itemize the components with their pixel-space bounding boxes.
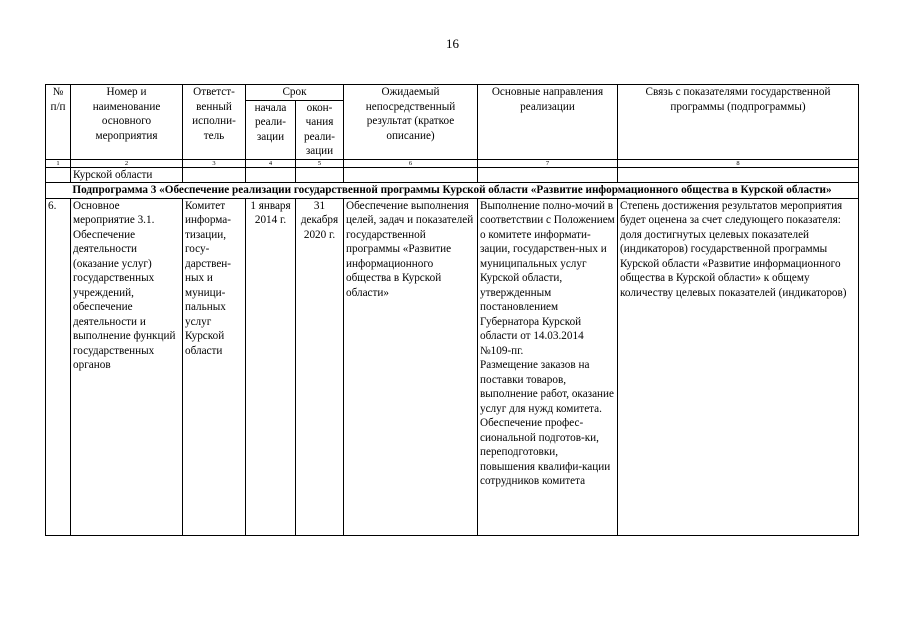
header-indicators: Связь с показателями государственной программы (подпрограммы) bbox=[618, 85, 859, 160]
expected-result: Обеспечение выполнения целей, задач и показателей государственной программы «Развитие информационного общества в Курской области» bbox=[344, 198, 478, 535]
end-date: 31 декабря 2020 г. bbox=[296, 198, 344, 535]
header-name: Номер и наименование основного мероприятия bbox=[71, 85, 183, 160]
directions-cell bbox=[478, 198, 618, 535]
column-number: 2 bbox=[71, 159, 183, 167]
header-end: окон-чания реали-зации bbox=[296, 100, 344, 159]
table-row bbox=[46, 198, 859, 535]
header-directions: Основные направления реализации bbox=[478, 85, 618, 160]
measures-table bbox=[45, 84, 859, 536]
direction-item: Обеспечение профес-сиональной подготов-ки, переподготовки, повышения квалифи-кации сотрудников комитета bbox=[480, 417, 611, 487]
measure-name: Основное мероприятие 3.1. Обеспечение деятельности (оказание услуг) государственных учреждений, обеспечение деятельности и выполнение функций государственных органов bbox=[71, 198, 183, 535]
column-number: 3 bbox=[183, 159, 246, 167]
continuation-text: Курской области bbox=[71, 167, 183, 183]
subprogram-row bbox=[46, 183, 859, 199]
column-number: 5 bbox=[296, 159, 344, 167]
header-num: № п/п bbox=[46, 85, 71, 160]
column-number: 7 bbox=[478, 159, 618, 167]
column-number-row bbox=[46, 159, 859, 167]
start-date: 1 января 2014 г. bbox=[246, 198, 296, 535]
row-number: 6. bbox=[46, 198, 71, 535]
direction-item: Выполнение полно-мочий в соответствии с Положением о комитете информати-зации, государствен-ных и муниципальных услуг Курской области, утвержденным постановлением Губернатора Курской области от 14.03.2014 №109-пг. bbox=[480, 199, 615, 357]
column-number: 1 bbox=[46, 159, 71, 167]
header-start: начала реали-зации bbox=[246, 100, 296, 159]
header-result: Ожидаемый непосредственный результат (краткое описание) bbox=[344, 85, 478, 160]
indicators: Степень достижения результатов мероприятия будет оценена за счет следующего показателя: доля достигнутых целевых показателей (индикаторов) государственной программы Курской области «Развитие информационного общества в Курской области» к общему количеству целевых показателей (индикаторов) bbox=[618, 198, 859, 535]
continuation-row bbox=[46, 167, 859, 183]
column-number: 4 bbox=[246, 159, 296, 167]
executor: Комитет информа-тизации, госу-дарствен-ных и муници-пальных услуг Курской области bbox=[183, 198, 246, 535]
column-number: 8 bbox=[618, 159, 859, 167]
page-number: 16 bbox=[446, 36, 459, 51]
subprogram-title: Подпрограмма 3 «Обеспечение реализации государственной программы Курской области «Развитие информационного общества в Курской области» bbox=[46, 183, 859, 199]
header-row-1 bbox=[46, 85, 859, 101]
column-number: 6 bbox=[344, 159, 478, 167]
header-srok: Срок bbox=[246, 85, 344, 101]
direction-item: Размещение заказов на поставки товаров, выполнение работ, оказание услуг для нужд комитета. bbox=[480, 359, 614, 415]
header-executor: Ответст-венный исполни-тель bbox=[183, 85, 246, 160]
